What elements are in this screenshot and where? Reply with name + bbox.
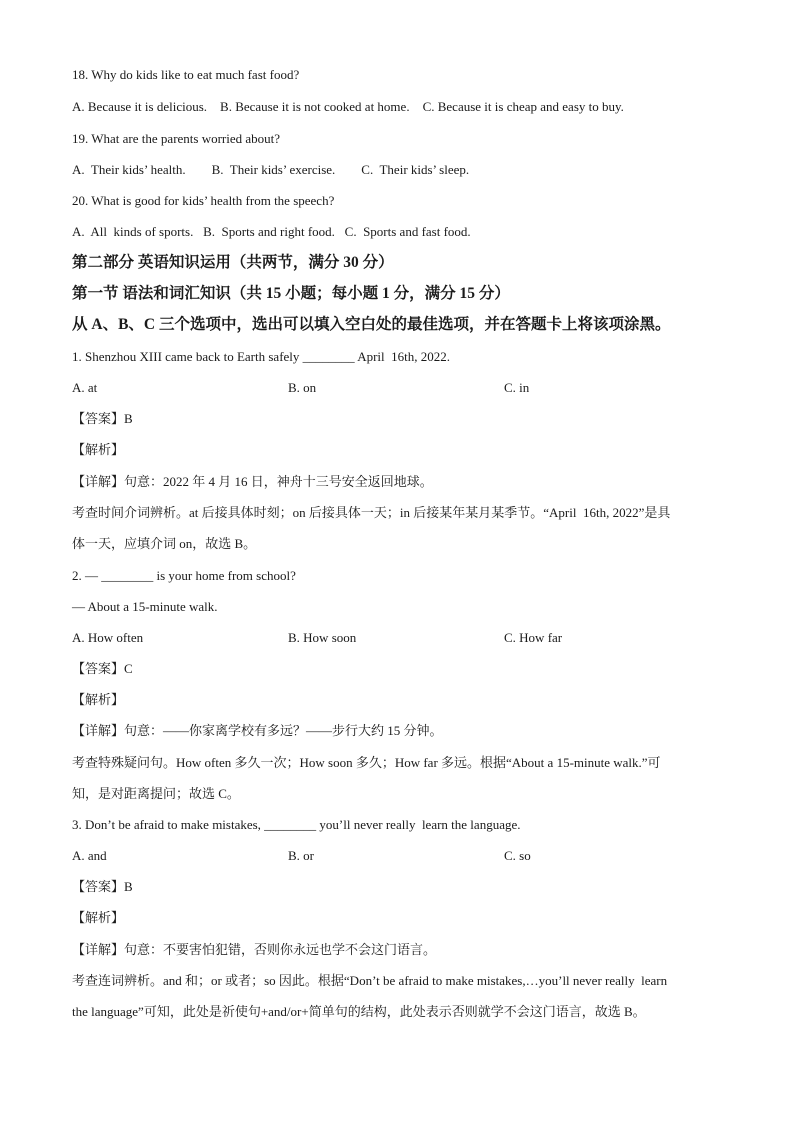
item2-dialog-reply: — About a 15-minute walk. — [72, 599, 218, 614]
item3-analysis-label: 【解析】 — [72, 910, 125, 925]
item2-option-c: C. How far — [504, 630, 563, 645]
q20-options: A. All kinds of sports. B. Sports and right food. C. Sports and fast food. — [72, 224, 471, 239]
part2-heading: 第二部分 英语知识运用（共两节，满分 30 分） — [72, 254, 394, 271]
item3-explain-line2: the language”可知，此处是祈使句+and/or+简单句的结构，此处表示否则就学不会这门语言，故选 B。 — [72, 1004, 646, 1019]
item2-answer: 【答案】C — [72, 661, 133, 676]
item3-option-c: C. so — [504, 848, 531, 863]
q19-question: 19. What are the parents worried about? — [72, 131, 281, 146]
item2-detail: 【详解】句意：——你家离学校有多远？——步行大约 15 分钟。 — [72, 723, 443, 738]
item2-explain-line2: 知，是对距离提问；故选 C。 — [72, 786, 240, 801]
item1-stem: 1. Shenzhou XIII came back to Earth safely ________ April 16th, 2022. — [72, 349, 450, 364]
item3-option-a: A. and — [72, 848, 107, 863]
item3-detail: 【详解】句意：不要害怕犯错，否则你永远也学不会这门语言。 — [72, 942, 437, 957]
q20-question: 20. What is good for kids’ health from the speech? — [72, 193, 335, 208]
item2-explain-line1: 考查特殊疑问句。How often 多久一次；How soon 多久；How far 多远。根据“About a 15-minute walk.”可 — [72, 755, 661, 770]
item1-option-b: B. on — [288, 380, 317, 395]
item2-analysis-label: 【解析】 — [72, 692, 125, 707]
section1-heading: 第一节 语法和词汇知识（共 15 小题；每小题 1 分，满分 15 分） — [72, 285, 510, 302]
q18-options: A. Because it is delicious. B. Because it is not cooked at home. C. Because it is cheap and easy to buy. — [72, 99, 624, 114]
item3-explain-line1: 考查连词辨析。and 和；or 或者；so 因此。根据“Don’t be afraid to make mistakes,…you’ll never really learn — [72, 973, 668, 988]
item1-analysis-label: 【解析】 — [72, 442, 125, 457]
item1-answer: 【答案】B — [72, 411, 133, 426]
item1-explain-line1: 考查时间介词辨析。at 后接具体时刻；on 后接具体一天；in 后接某年某月某季节。“April 16th, 2022”是具 — [72, 505, 671, 520]
item1-option-a: A. at — [72, 380, 98, 395]
item2-stem: 2. — ________ is your home from school? — [72, 568, 296, 583]
item3-option-b: B. or — [288, 848, 314, 863]
item3-answer: 【答案】B — [72, 879, 133, 894]
item2-option-a: A. How often — [72, 630, 144, 645]
q19-options: A. Their kids’ health. B. Their kids’ exercise. C. Their kids’ sleep. — [72, 162, 470, 177]
section1-instruction: 从 A、B、C 三个选项中，选出可以填入空白处的最佳选项，并在答题卡上将该项涂黑。 — [72, 316, 671, 333]
item1-option-c: C. in — [504, 380, 530, 395]
item2-option-b: B. How soon — [288, 630, 357, 645]
item3-stem: 3. Don’t be afraid to make mistakes, ________ you’ll never really learn the language. — [72, 817, 521, 832]
item1-explain-line2: 体一天，应填介词 on，故选 B。 — [72, 536, 257, 551]
q18-question: 18. Why do kids like to eat much fast food? — [72, 67, 300, 82]
item1-detail: 【详解】句意：2022 年 4 月 16 日，神舟十三号安全返回地球。 — [72, 474, 433, 489]
